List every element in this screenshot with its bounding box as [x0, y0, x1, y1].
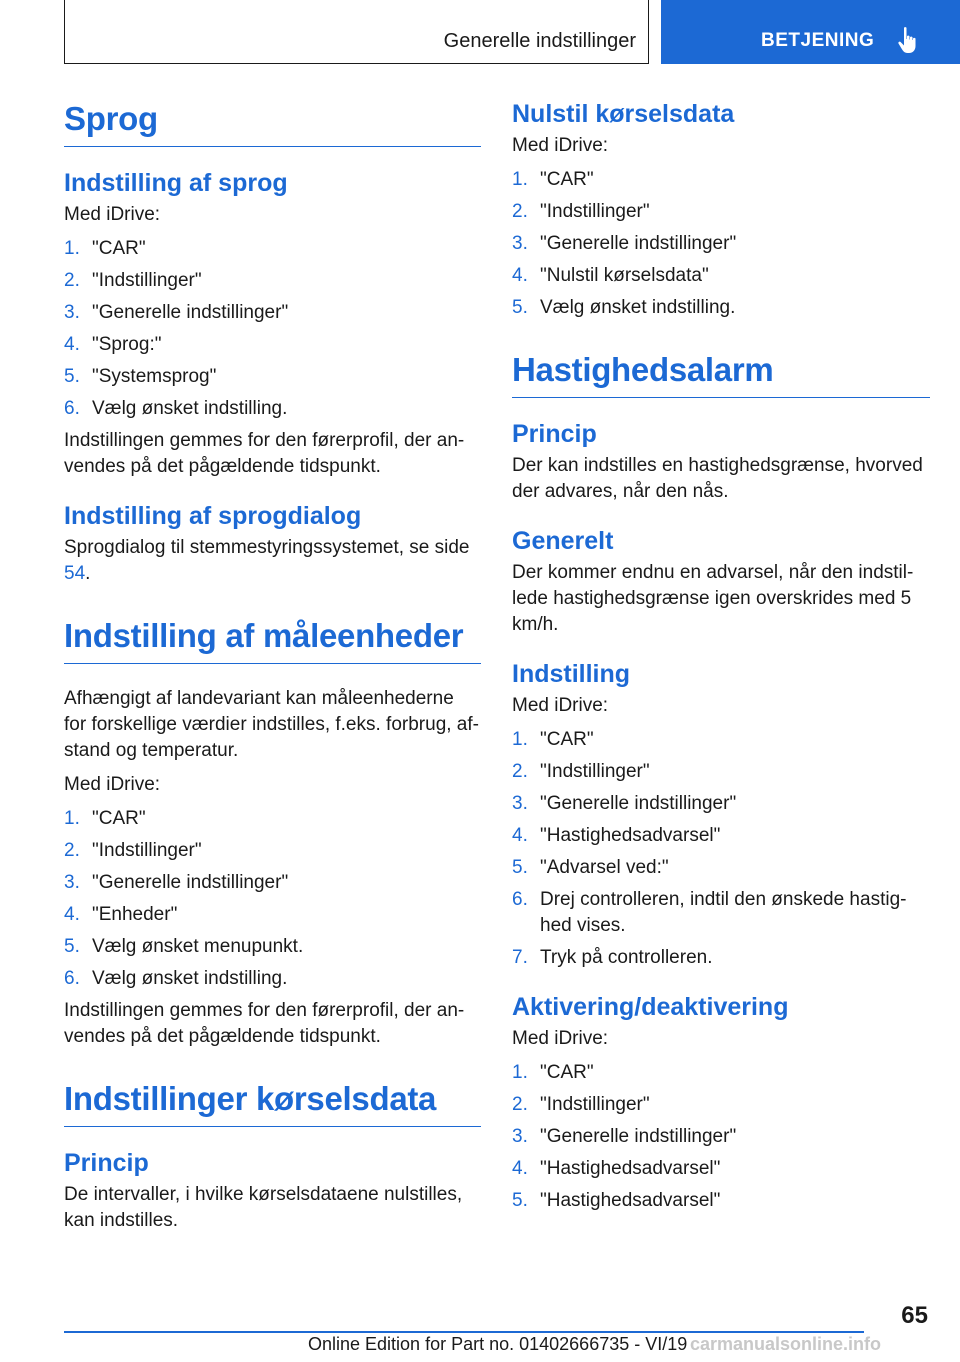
step-text: "CAR"	[540, 729, 594, 750]
intro-text: Med iDrive:	[512, 135, 609, 156]
list-item	[64, 966, 481, 992]
step-number: 5.	[64, 366, 80, 387]
list-item	[64, 364, 481, 390]
step-text: Vælg ønsket indstilling.	[92, 968, 288, 989]
footer-divider	[64, 1331, 864, 1333]
heading-indstilling-af-sprogdialog: Indstilling af sprogdialog	[64, 502, 362, 530]
step-text: "Hastighedsadvarsel"	[540, 825, 721, 846]
step-number: 3.	[64, 302, 80, 323]
step-number: 4.	[64, 334, 80, 355]
list-item	[64, 902, 481, 928]
intro-text: Med iDrive:	[512, 1028, 609, 1049]
step-text: "Indstillinger"	[92, 840, 202, 861]
list-item	[512, 727, 930, 753]
list-item	[64, 870, 481, 896]
steps-list-setting	[512, 727, 930, 971]
list-item	[64, 236, 481, 262]
step-text: "Sprog:"	[92, 334, 162, 355]
list-item	[512, 1156, 930, 1182]
list-item	[512, 855, 930, 881]
step-text: Vælg ønsket menupunkt.	[92, 936, 304, 957]
step-text: "Nulstil kørselsdata"	[540, 265, 709, 286]
step-number: 3.	[512, 1126, 528, 1147]
intro-text: Med iDrive:	[64, 204, 161, 225]
steps-list-units	[64, 806, 481, 992]
step-text: "CAR"	[92, 808, 146, 829]
step-number: 2.	[512, 201, 528, 222]
step-number: 3.	[512, 233, 528, 254]
list-item	[512, 945, 930, 971]
step-text: "Generelle indstillinger"	[540, 793, 737, 814]
heading-nulstil-koerselsdata: Nulstil kørselsdata	[512, 100, 735, 128]
list-item	[512, 167, 930, 193]
list-item	[512, 1060, 930, 1086]
dialog-text-before: Sprogdialog til stemmestyringssystemet, se side	[64, 537, 470, 558]
step-number: 6.	[64, 968, 80, 989]
step-text: "CAR"	[540, 1062, 594, 1083]
heading-princip: Princip	[64, 1149, 149, 1177]
step-number: 2.	[64, 840, 80, 861]
step-number: 2.	[64, 270, 80, 291]
list-item	[512, 1188, 930, 1214]
heading-indstilling-af-sprog: Indstilling af sprog	[64, 169, 288, 197]
page-link-54[interactable]: 54	[64, 563, 86, 584]
heading-sprog: Sprog	[64, 100, 481, 147]
list-item	[64, 838, 481, 864]
header-tab-label: BETJENING	[761, 30, 875, 51]
step-number: 1.	[64, 808, 80, 829]
step-number: 4.	[512, 1158, 528, 1179]
step-number: 1.	[64, 238, 80, 259]
step-number: 1.	[512, 169, 528, 190]
step-text: "Indstillinger"	[540, 1094, 650, 1115]
list-item	[512, 791, 930, 817]
step-number: 5.	[512, 1190, 528, 1211]
step-number: 4.	[64, 904, 80, 925]
generelt-text: Der kommer endnu en advarsel, når den indstil‐ lede hastighedsgrænse igen overskrides med 5 km/h.	[512, 562, 914, 635]
step-text: "CAR"	[92, 238, 146, 259]
step-text: "Generelle indstillinger"	[540, 1126, 737, 1147]
heading-indstilling-af-maaleenheder: Indstilling af måleenheder	[64, 617, 481, 664]
list-item	[64, 806, 481, 832]
list-item	[512, 823, 930, 849]
step-text: Drej controlleren, indtil den ønskede hastig‐ hed vises.	[540, 889, 907, 936]
page-number: 65	[901, 1302, 928, 1329]
left-column	[64, 100, 481, 1234]
step-text: "Advarsel ved:"	[540, 857, 669, 878]
note-text: Indstillingen gemmes for den førerprofil, der an‐ vendes på det pågældende tidspunkt.	[64, 1000, 465, 1047]
hand-pointer-icon	[897, 26, 921, 54]
step-text: "Indstillinger"	[540, 761, 650, 782]
step-text: "Indstillinger"	[540, 201, 650, 222]
dialog-text-after: .	[85, 563, 91, 584]
header-section-box	[64, 0, 649, 64]
list-item	[512, 1092, 930, 1118]
list-item	[512, 1124, 930, 1150]
step-text: "Hastighedsadvarsel"	[540, 1158, 721, 1179]
list-item	[64, 934, 481, 960]
list-item	[64, 268, 481, 294]
steps-list-activation	[512, 1060, 930, 1214]
units-description: Afhængigt af landevariant kan måleenhederne for forskellige værdier indstilles, f.eks. forbrug, af‐ stand og temperatur.	[64, 688, 479, 761]
dialog-text	[64, 535, 481, 587]
step-text: "Generelle indstillinger"	[540, 233, 737, 254]
step-number: 3.	[512, 793, 528, 814]
watermark: carmanualsonline.info	[690, 1334, 882, 1354]
list-item	[64, 332, 481, 358]
step-number: 2.	[512, 1094, 528, 1115]
heading-aktivering-deaktivering: Aktivering/deaktivering	[512, 993, 789, 1021]
intro-text: Med iDrive:	[64, 774, 161, 795]
intro-text: Med iDrive:	[512, 695, 609, 716]
list-item	[512, 759, 930, 785]
heading-hastighedsalarm: Hastighedsalarm	[512, 351, 930, 398]
list-item	[512, 231, 930, 257]
step-text: "CAR"	[540, 169, 594, 190]
step-number: 2.	[512, 761, 528, 782]
note-text: Indstillingen gemmes for den førerprofil, der an‐ vendes på det pågældende tidspunkt.	[64, 430, 465, 477]
step-text: "Generelle indstillinger"	[92, 872, 289, 893]
step-number: 4.	[512, 265, 528, 286]
list-item	[512, 887, 930, 939]
step-text: "Hastighedsadvarsel"	[540, 1190, 721, 1211]
list-item	[512, 295, 930, 321]
step-number: 1.	[512, 1062, 528, 1083]
step-number: 1.	[512, 729, 528, 750]
step-number: 7.	[512, 947, 528, 968]
step-number: 6.	[512, 889, 528, 910]
list-item	[512, 199, 930, 225]
step-text: Tryk på controlleren.	[540, 947, 713, 968]
step-number: 4.	[512, 825, 528, 846]
heading-indstillinger-koerselsdata: Indstillinger kørselsdata	[64, 1080, 481, 1127]
step-text: "Systemsprog"	[92, 366, 217, 387]
step-text: "Generelle indstillinger"	[92, 302, 289, 323]
step-number: 6.	[64, 398, 80, 419]
heading-indstilling: Indstilling	[512, 660, 631, 688]
step-number: 5.	[64, 936, 80, 957]
footer-edition: Online Edition for Part no. 01402666735 - VI/19	[308, 1334, 688, 1354]
list-item	[64, 300, 481, 326]
step-text: Vælg ønsket indstilling.	[540, 297, 736, 318]
header-section-title: Generelle indstillinger	[443, 30, 636, 52]
step-number: 3.	[64, 872, 80, 893]
princip-text: De intervaller, i hvilke kørselsdataene nulstilles, kan indstilles.	[64, 1184, 463, 1231]
step-text: Vælg ønsket indstilling.	[92, 398, 288, 419]
steps-list-reset	[512, 167, 930, 321]
step-number: 5.	[512, 297, 528, 318]
heading-princip: Princip	[512, 420, 597, 448]
header-tab-betjening[interactable]	[661, 0, 960, 64]
list-item	[64, 396, 481, 422]
steps-list-sprog	[64, 236, 481, 422]
princip-text: Der kan indstilles en hastighedsgrænse, hvorved der advares, når den nås.	[512, 455, 923, 502]
list-item	[512, 263, 930, 289]
heading-generelt: Generelt	[512, 527, 614, 555]
step-number: 5.	[512, 857, 528, 878]
step-text: "Indstillinger"	[92, 270, 202, 291]
right-column	[512, 100, 930, 1220]
step-text: "Enheder"	[92, 904, 178, 925]
